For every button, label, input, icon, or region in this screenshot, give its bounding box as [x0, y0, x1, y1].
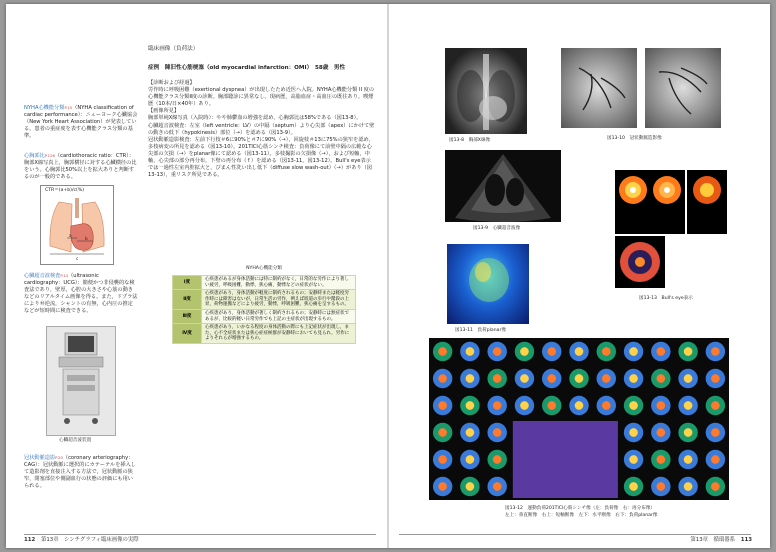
- ctr-formula: CTR＝(a+b)/c(%): [45, 188, 84, 193]
- bullseye-side-icon: [687, 170, 727, 234]
- echo-caption: 心臓超音波装置: [59, 438, 92, 443]
- spect-slice-core: [656, 401, 665, 410]
- spect-slice-core: [466, 482, 475, 491]
- spect-slice-core: [466, 347, 475, 356]
- spect-slice-core: [656, 455, 665, 464]
- spect-slices-icon: [429, 338, 729, 500]
- para-echo: 心臓超音波検査：左室（left ventricle：LV）の中隔（septum）より心尖部（apex）にかけて壁の動きの低下（hypokinesis）部位（→）を認める（図13-9）。: [148, 122, 375, 136]
- nyha-term: NYHA心機能分類: [24, 105, 65, 111]
- nyha-table-row: [173, 290, 356, 310]
- spect-slice-core: [711, 428, 720, 437]
- nyha-class-cell: Ⅳ度: [173, 324, 202, 344]
- vessel-right-icon: [645, 48, 721, 128]
- spect-slice-core: [711, 401, 720, 410]
- planar-stress-image: [447, 244, 529, 324]
- chest-xray-image: [445, 48, 527, 134]
- spect-slice-core: [438, 374, 447, 383]
- bullseye-bottom-icon: [615, 236, 665, 288]
- spect-slice-core: [547, 401, 556, 410]
- right-footer: [690, 535, 752, 543]
- lungs-heart-illustration: [41, 186, 113, 264]
- ctr-term: 心胸郭比: [24, 153, 45, 159]
- spect-slice-core: [520, 401, 529, 410]
- fig8-caption: 図13-8 胸部X線像: [449, 138, 491, 143]
- spect-slice-core: [602, 347, 611, 356]
- spect-slice-core: [575, 374, 584, 383]
- ctr-diagram: [40, 185, 114, 265]
- spect-slice-core: [493, 374, 502, 383]
- left-page: [6, 4, 387, 548]
- nyha-class-cell: Ⅱ度: [173, 290, 202, 310]
- fig9-caption: 図13-9 心臓超音波像: [473, 226, 521, 231]
- spect-slice-core: [575, 347, 584, 356]
- spect-slice-core: [711, 455, 720, 464]
- spect-slice-core: [656, 482, 665, 491]
- echo-sector-icon: [445, 150, 561, 222]
- spect-slice-core: [629, 401, 638, 410]
- nyha-description-cell: 心疾患があり，身体活動が軽度に制約されるもの；安静時または軽度労作時には障害はないが，日常生活の労作，例えば坂道の歩行や階段の上昇，荷物運搬などにより疲労，動悸，呼吸困難，狭心痛を呈するもの。: [202, 290, 356, 310]
- vessel-left-icon: [561, 48, 637, 128]
- spect-slice-core: [629, 374, 638, 383]
- bullseye-top-image: [615, 170, 685, 234]
- spect-slice-core: [602, 401, 611, 410]
- aside-echo: [24, 272, 138, 316]
- spect-slice-core: [684, 374, 693, 383]
- echo-term: 心臓超音波検査: [24, 273, 61, 279]
- right-page: [389, 4, 770, 548]
- angiography-left-image: [561, 48, 637, 128]
- spect-slice-core: [493, 401, 502, 410]
- spect-slice-core: [466, 401, 475, 410]
- spect-slice-core: [656, 428, 665, 437]
- echo-image: [445, 150, 561, 222]
- spect-slice-core: [438, 482, 447, 491]
- aside-ctr: [24, 152, 138, 181]
- ctr-label-b: b: [85, 236, 88, 241]
- spect-slice-core: [575, 401, 584, 410]
- ctr-sup: P.126: [44, 153, 55, 158]
- spect-slice-core: [711, 482, 720, 491]
- nyha-class-cell: Ⅲ度: [173, 309, 202, 323]
- fig13-caption: 図13-13 Bull's eye表示: [639, 296, 693, 301]
- nyha-table: [172, 275, 356, 344]
- spect-slice-core: [466, 428, 475, 437]
- bullseye-bottom-image: [615, 236, 665, 288]
- spect-slice-core: [520, 374, 529, 383]
- para-findings-heading: 【画像所見】: [148, 108, 180, 115]
- spect-slice-core: [438, 428, 447, 437]
- spect-slice-core: [547, 347, 556, 356]
- bullseye-top-icon: [615, 170, 685, 234]
- nyha-description-cell: 心疾患があり，いかなる程度の身体活動の際にも上記症状が出現し，また，心不全症状または狭心症症候群が安静時においても見られ，労作によりそれらが増強するもの。: [202, 324, 356, 344]
- para-diagnosis-heading: 【診断および経過】: [148, 80, 195, 86]
- nyha-table-box: [172, 266, 356, 344]
- nyha-sup: P.15: [64, 105, 73, 110]
- nyha-class-cell: Ⅰ度: [173, 276, 202, 290]
- spect-slice-core: [684, 347, 693, 356]
- spect-grid-image: [429, 338, 729, 500]
- spect-slice-core: [629, 455, 638, 464]
- spect-slice-core: [438, 401, 447, 410]
- right-chapter-title: 第13章 循環器系: [690, 537, 736, 543]
- left-footer: [24, 535, 139, 543]
- ctr-label-c: c: [76, 256, 79, 261]
- nyha-body: （NYHA classification of cardiac performance）：ニューヨーク心臓協会（New York Heart Association）が発表している。患者の重症度を表す心機能クラス分類の基準。: [24, 105, 138, 140]
- section-title: 臨床画像（負荷法）: [148, 46, 199, 52]
- spect-slice-core: [629, 482, 638, 491]
- aside-cag: [24, 454, 138, 490]
- fig12-caption-1: 図13-12 運動負荷201TlCl心筋シンチ像（左：負荷像 右：再分布像）: [505, 506, 656, 511]
- ctr-label-a: a: [69, 233, 72, 238]
- echo-sup: P.14: [60, 273, 69, 278]
- nyha-table-row: [173, 324, 356, 344]
- nyha-description-cell: 心疾患があり，身体活動が著しく制約されるもの；安静時には無症状であるが，比較的軽い日常労作でも上記の主症状が出現するもの。: [202, 309, 356, 323]
- fig11-caption: 図13-11 負荷planar像: [455, 328, 506, 333]
- planar-stress-icon: [447, 244, 529, 324]
- spect-slice-core: [493, 428, 502, 437]
- para-history: 労作時に呼吸困難（exertional dyspnea）が出現したため近医へ入院。NYHA心機能分類 II 度の心機能クラス分類Ⅱ度の診断。胸部聴診に異常なし。現病歴，高脂血症・高血圧の既往あり。喫煙歴（10本/日×40年）あり。: [148, 87, 375, 108]
- spect-slice-core: [629, 347, 638, 356]
- spect-slice-core: [629, 428, 638, 437]
- spect-slice-core: [711, 347, 720, 356]
- ultrasound-machine-icon: [47, 327, 115, 435]
- cag-body: （coronary arteriography：CAG）：冠状動脈に選択的にカテーテルを挿入して造影剤を直接注入する方法で，冠状動脈の狭窄，閉塞部位や側副血行の状態の評価にも用いられる。: [24, 455, 136, 490]
- spect-slice-core: [438, 347, 447, 356]
- echo-body: （ultrasonic cardiography：UCG）：簡便かつ非侵襲的な検査法であり，壁厚，心腔の大きさや心筋の動きなどのリアルタイム画像を得る。また，ドプラ法により弁逆流，シャントの有無，心内圧の推定などが短時間に検査できる。: [24, 273, 138, 315]
- spect-slice-core: [547, 374, 556, 383]
- spect-slice-core: [493, 482, 502, 491]
- cag-sup: P.20: [55, 455, 63, 460]
- right-page-number: 113: [740, 537, 752, 543]
- fig12-caption-2: 左上：垂直断像 右上：短軸断像 左下：水平断像 右下：負荷planar像: [505, 513, 658, 518]
- ctr-body: （cardiothoracic ratio：CTR）：胸部X線写真上，胸郭横径に対する心臓横径の比をいう。心胸郭比50%以上を拡大ありと判断するのが一般的である。: [24, 153, 137, 181]
- spect-slice-core: [493, 455, 502, 464]
- case-title: 症例 陳旧性心筋梗塞（old myocardial infarction：OMI） 58歳 男性: [148, 65, 346, 71]
- spect-slice-core: [466, 374, 475, 383]
- cag-term: 冠状動脈造影: [24, 455, 56, 461]
- para-cag-scinti: 冠状動脈造影検査：左前下行枝＃6に90%と＃7に90%（→），回旋枝＃13に75%の狭窄を認め，多枝病変の所見を認める（図13-10）。201TlCl心筋シンチ検査：負荷像にて前壁中隔の広範な心尖部の欠損（→）をplanar像にて認める（図13-11）。多枝撮影の欠損像（→），および短軸，中軸，心尖部の部分再分布，下壁の再分布（↑）を認める（図13-11，図13-12）。Bull's eye表示では一過性左室内腔拡大と，びまん性洗い出し低下（diffuse slow wash-out）（→）があり（図13-13），重リスク所見である。: [148, 136, 374, 179]
- spect-slice-core: [656, 347, 665, 356]
- spect-planar-panel: [513, 421, 618, 498]
- spect-slice-core: [466, 455, 475, 464]
- spect-slice-core: [684, 482, 693, 491]
- nyha-table-title: NYHA心機能分類: [246, 266, 282, 271]
- bullseye-side-image: [687, 170, 727, 234]
- nyha-table-row: [173, 276, 356, 290]
- book-spread: [6, 4, 770, 548]
- spect-slice-core: [684, 455, 693, 464]
- main-text: [148, 46, 376, 179]
- spect-slice-core: [602, 374, 611, 383]
- left-chapter-title: 第13章 シンチグラフィ臨床画像の実際: [40, 537, 139, 543]
- spect-slice-core: [684, 428, 693, 437]
- ultrasound-machine-photo: [46, 326, 116, 436]
- aside-nyha: [24, 104, 138, 140]
- left-page-number: 112: [24, 537, 36, 543]
- angiography-right-image: [645, 48, 721, 128]
- spect-slice-core: [438, 455, 447, 464]
- spect-slice-core: [493, 347, 502, 356]
- spect-slice-core: [684, 401, 693, 410]
- fig10-caption: 図13-10 冠状動脈造影像: [607, 136, 662, 141]
- nyha-table-row: [173, 309, 356, 323]
- spect-slice-core: [656, 374, 665, 383]
- para-xray: 胸部単純X線写真（入院時）：やや肺鬱血の増強を認め，心胸郭比は58%である（図13-8）。: [148, 115, 362, 122]
- ribcage-icon: [445, 48, 527, 134]
- spect-slice-core: [711, 374, 720, 383]
- spect-slice-core: [520, 347, 529, 356]
- nyha-description-cell: 心疾患があるが身体活動には特に制約がなく，日常的な労作により著しい疲労，呼吸困難，動悸，狭心痛，動悸などの症状がない。: [202, 276, 356, 290]
